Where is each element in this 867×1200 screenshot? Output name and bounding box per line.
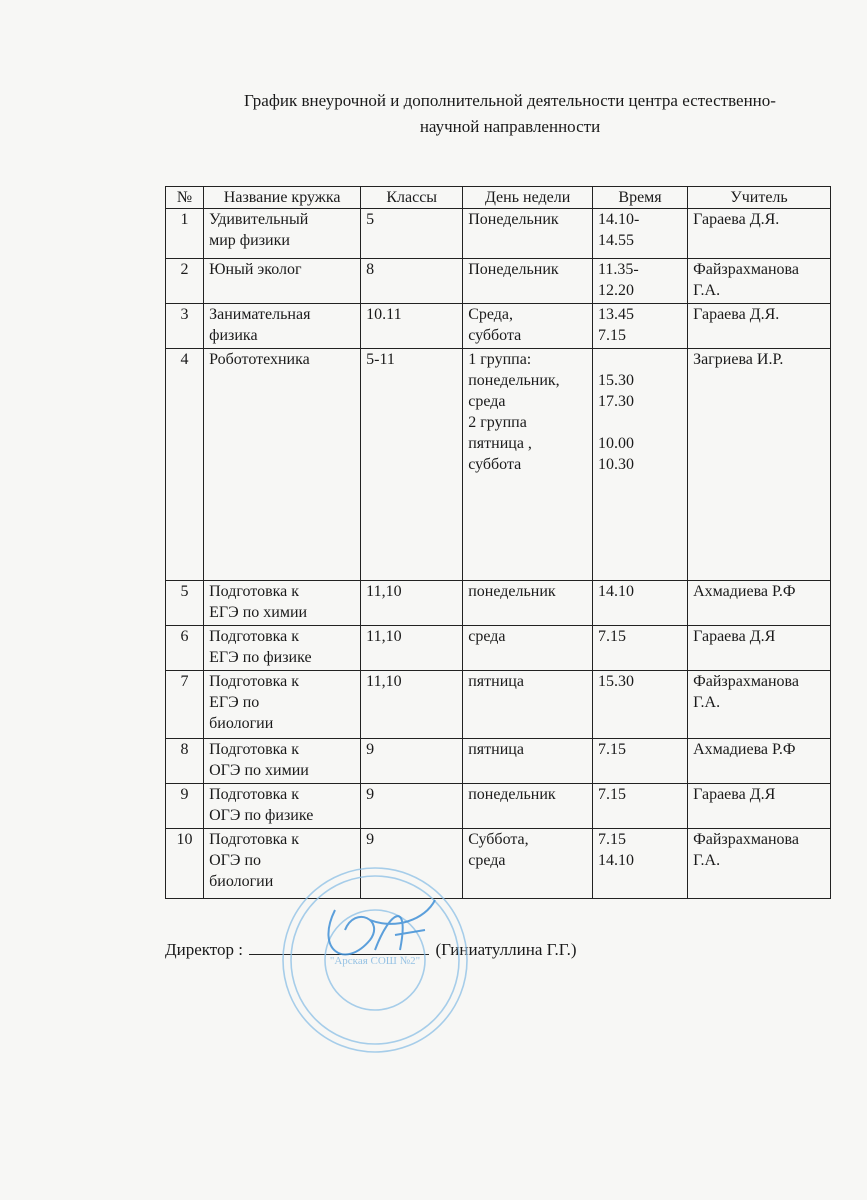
row-number: 7 (166, 671, 204, 739)
club-name-line: Подготовка к (209, 786, 300, 803)
club-weekday (463, 259, 593, 304)
club-name (204, 304, 361, 349)
club-classes: 10.11 (361, 304, 463, 349)
title-line-2: научной направленности (419, 117, 601, 136)
club-name (204, 581, 361, 626)
club-weekday-line: пятница (468, 741, 524, 758)
club-name-line: Удивительный (209, 211, 309, 228)
club-name-line: ЕГЭ по (209, 694, 260, 711)
club-name-line: мир физики (209, 232, 290, 249)
club-weekday-line: пятница (468, 673, 524, 690)
club-time-line: 14.10 (597, 583, 634, 600)
club-teacher-line: Г.А. (693, 852, 721, 869)
club-classes: 8 (361, 259, 463, 304)
club-time-line: 7.15 (597, 327, 626, 344)
club-teacher (688, 671, 831, 739)
club-teacher-line: Файзрахманова (693, 673, 799, 690)
club-name (204, 671, 361, 739)
club-time-line: 14.55 (597, 232, 634, 249)
club-name (204, 259, 361, 304)
director-label: Директор : (165, 940, 243, 959)
director-signature-scribble (328, 900, 435, 954)
school-stamp (275, 860, 475, 1060)
club-name-line: биологии (209, 873, 274, 890)
club-teacher (688, 259, 831, 304)
row-number: 1 (166, 209, 204, 259)
club-teacher-line: Гараева Д.Я. (693, 211, 780, 228)
row-number: 3 (166, 304, 204, 349)
schedule-table (165, 186, 831, 899)
club-teacher (688, 829, 831, 899)
club-time (592, 626, 687, 671)
club-teacher-line: Г.А. (693, 282, 721, 299)
club-name-line: ЕГЭ по физике (209, 649, 312, 666)
club-time (592, 209, 687, 259)
club-weekday-line: среда (468, 628, 506, 645)
header-teacher: Учитель (688, 187, 831, 209)
table-row (166, 671, 831, 739)
table-row (166, 259, 831, 304)
table-row (166, 626, 831, 671)
club-name-line: ОГЭ по физике (209, 807, 314, 824)
club-time-line: 14.10 (597, 852, 634, 869)
club-name (204, 626, 361, 671)
table-row (166, 349, 831, 581)
club-name-line: Робототехника (209, 351, 310, 368)
club-teacher (688, 304, 831, 349)
club-name-line: ОГЭ по химии (209, 762, 309, 779)
club-classes: 9 (361, 784, 463, 829)
club-teacher-line: Ахмадиева Р.Ф (693, 741, 796, 758)
club-weekday-line: понедельник (468, 786, 556, 803)
club-name-line: ОГЭ по (209, 852, 262, 869)
club-teacher-line: Гараева Д.Я (693, 786, 776, 803)
club-time-line: 10.00 (597, 435, 634, 452)
table-row (166, 304, 831, 349)
club-weekday-line: Понедельник (468, 211, 559, 228)
club-teacher-line: Файзрахманова (693, 261, 799, 278)
club-name (204, 349, 361, 581)
club-name-line: Подготовка к (209, 628, 300, 645)
club-weekday-line: среда (468, 852, 506, 869)
club-name-line: Подготовка к (209, 741, 300, 758)
club-weekday-line: суббота (468, 456, 522, 473)
table-row (166, 829, 831, 899)
club-weekday-line: Понедельник (468, 261, 559, 278)
club-weekday (463, 626, 593, 671)
club-time-line (598, 412, 684, 433)
club-classes: 5-11 (361, 349, 463, 581)
club-weekday-line: понедельник, (468, 372, 560, 389)
club-name-line: Подготовка к (209, 673, 300, 690)
club-weekday (463, 349, 593, 581)
club-teacher-line: Гараева Д.Я (693, 628, 776, 645)
club-time-line: 7.15 (597, 628, 626, 645)
club-name-line: Подготовка к (209, 583, 300, 600)
club-time (592, 671, 687, 739)
stamp-text: "Арская СОШ №2" (329, 955, 421, 967)
club-weekday-line: 2 группа (468, 414, 527, 431)
club-classes: 11,10 (361, 581, 463, 626)
club-time (592, 304, 687, 349)
table-body (166, 209, 831, 899)
club-weekday (463, 581, 593, 626)
header-weekday: День недели (463, 187, 593, 209)
club-weekday-line: пятница , (468, 435, 532, 452)
document-title (150, 88, 867, 140)
row-number: 2 (166, 259, 204, 304)
row-number: 8 (166, 739, 204, 784)
row-number: 9 (166, 784, 204, 829)
club-time-line: 7.15 (597, 831, 626, 848)
club-time (592, 349, 687, 581)
row-number: 6 (166, 626, 204, 671)
club-weekday-line: понедельник (468, 583, 556, 600)
table-row (166, 581, 831, 626)
director-name: (Гиниатуллина Г.Г.) (435, 940, 577, 959)
club-time-line: 15.30 (597, 673, 634, 690)
club-teacher (688, 209, 831, 259)
club-name-line: биологии (209, 715, 274, 732)
title-line-1: График внеурочной и дополнительной деятельности центра естественно- (244, 91, 776, 110)
club-weekday-line: Суббота, (468, 831, 529, 848)
table-row (166, 739, 831, 784)
club-name-line: ЕГЭ по химии (209, 604, 308, 621)
header-time: Время (592, 187, 687, 209)
club-time-line: 7.15 (597, 786, 626, 803)
club-time-line (598, 349, 684, 370)
club-name (204, 784, 361, 829)
club-time-line: 15.30 (597, 372, 634, 389)
club-classes: 9 (361, 829, 463, 899)
club-teacher-line: Гараева Д.Я. (693, 306, 780, 323)
table-row (166, 784, 831, 829)
row-number: 5 (166, 581, 204, 626)
club-weekday-line: суббота (468, 327, 522, 344)
club-weekday-line: среда (468, 393, 506, 410)
club-time-line: 13.45 (597, 306, 634, 323)
club-teacher-line: Ахмадиева Р.Ф (693, 583, 796, 600)
club-time-line: 17.30 (597, 393, 634, 410)
club-teacher (688, 349, 831, 581)
club-teacher-line: Загриева И.Р. (693, 351, 784, 368)
club-time (592, 784, 687, 829)
club-teacher (688, 784, 831, 829)
table-row (166, 209, 831, 259)
club-time-line: 14.10- (597, 211, 640, 228)
club-weekday (463, 671, 593, 739)
club-classes: 5 (361, 209, 463, 259)
club-time-line: 12.20 (597, 282, 634, 299)
club-name-line: Подготовка к (209, 831, 300, 848)
club-classes: 9 (361, 739, 463, 784)
club-weekday (463, 304, 593, 349)
row-number: 10 (166, 829, 204, 899)
club-teacher-line: Файзрахманова (693, 831, 799, 848)
club-name-line: Занимательная (209, 306, 311, 323)
club-time-line: 11.35- (597, 261, 639, 278)
club-name (204, 739, 361, 784)
club-weekday-line: 1 группа: (468, 351, 532, 368)
header-row (166, 187, 831, 209)
club-classes: 11,10 (361, 671, 463, 739)
club-weekday (463, 739, 593, 784)
header-classes: Классы (361, 187, 463, 209)
club-teacher (688, 739, 831, 784)
header-club-name: Название кружка (204, 187, 361, 209)
club-time (592, 829, 687, 899)
row-number: 4 (166, 349, 204, 581)
club-time (592, 259, 687, 304)
club-time (592, 581, 687, 626)
club-weekday (463, 784, 593, 829)
header-number: № (166, 187, 204, 209)
club-teacher (688, 626, 831, 671)
club-name-line: физика (209, 327, 258, 344)
club-teacher-line: Г.А. (693, 694, 721, 711)
club-time-line: 10.30 (597, 456, 634, 473)
club-weekday (463, 829, 593, 899)
club-time-line: 7.15 (597, 741, 626, 758)
club-name-line: Юный эколог (209, 261, 302, 278)
club-time (592, 739, 687, 784)
club-teacher (688, 581, 831, 626)
club-classes: 11,10 (361, 626, 463, 671)
club-name (204, 209, 361, 259)
club-weekday-line: Среда, (468, 306, 514, 323)
club-weekday (463, 209, 593, 259)
